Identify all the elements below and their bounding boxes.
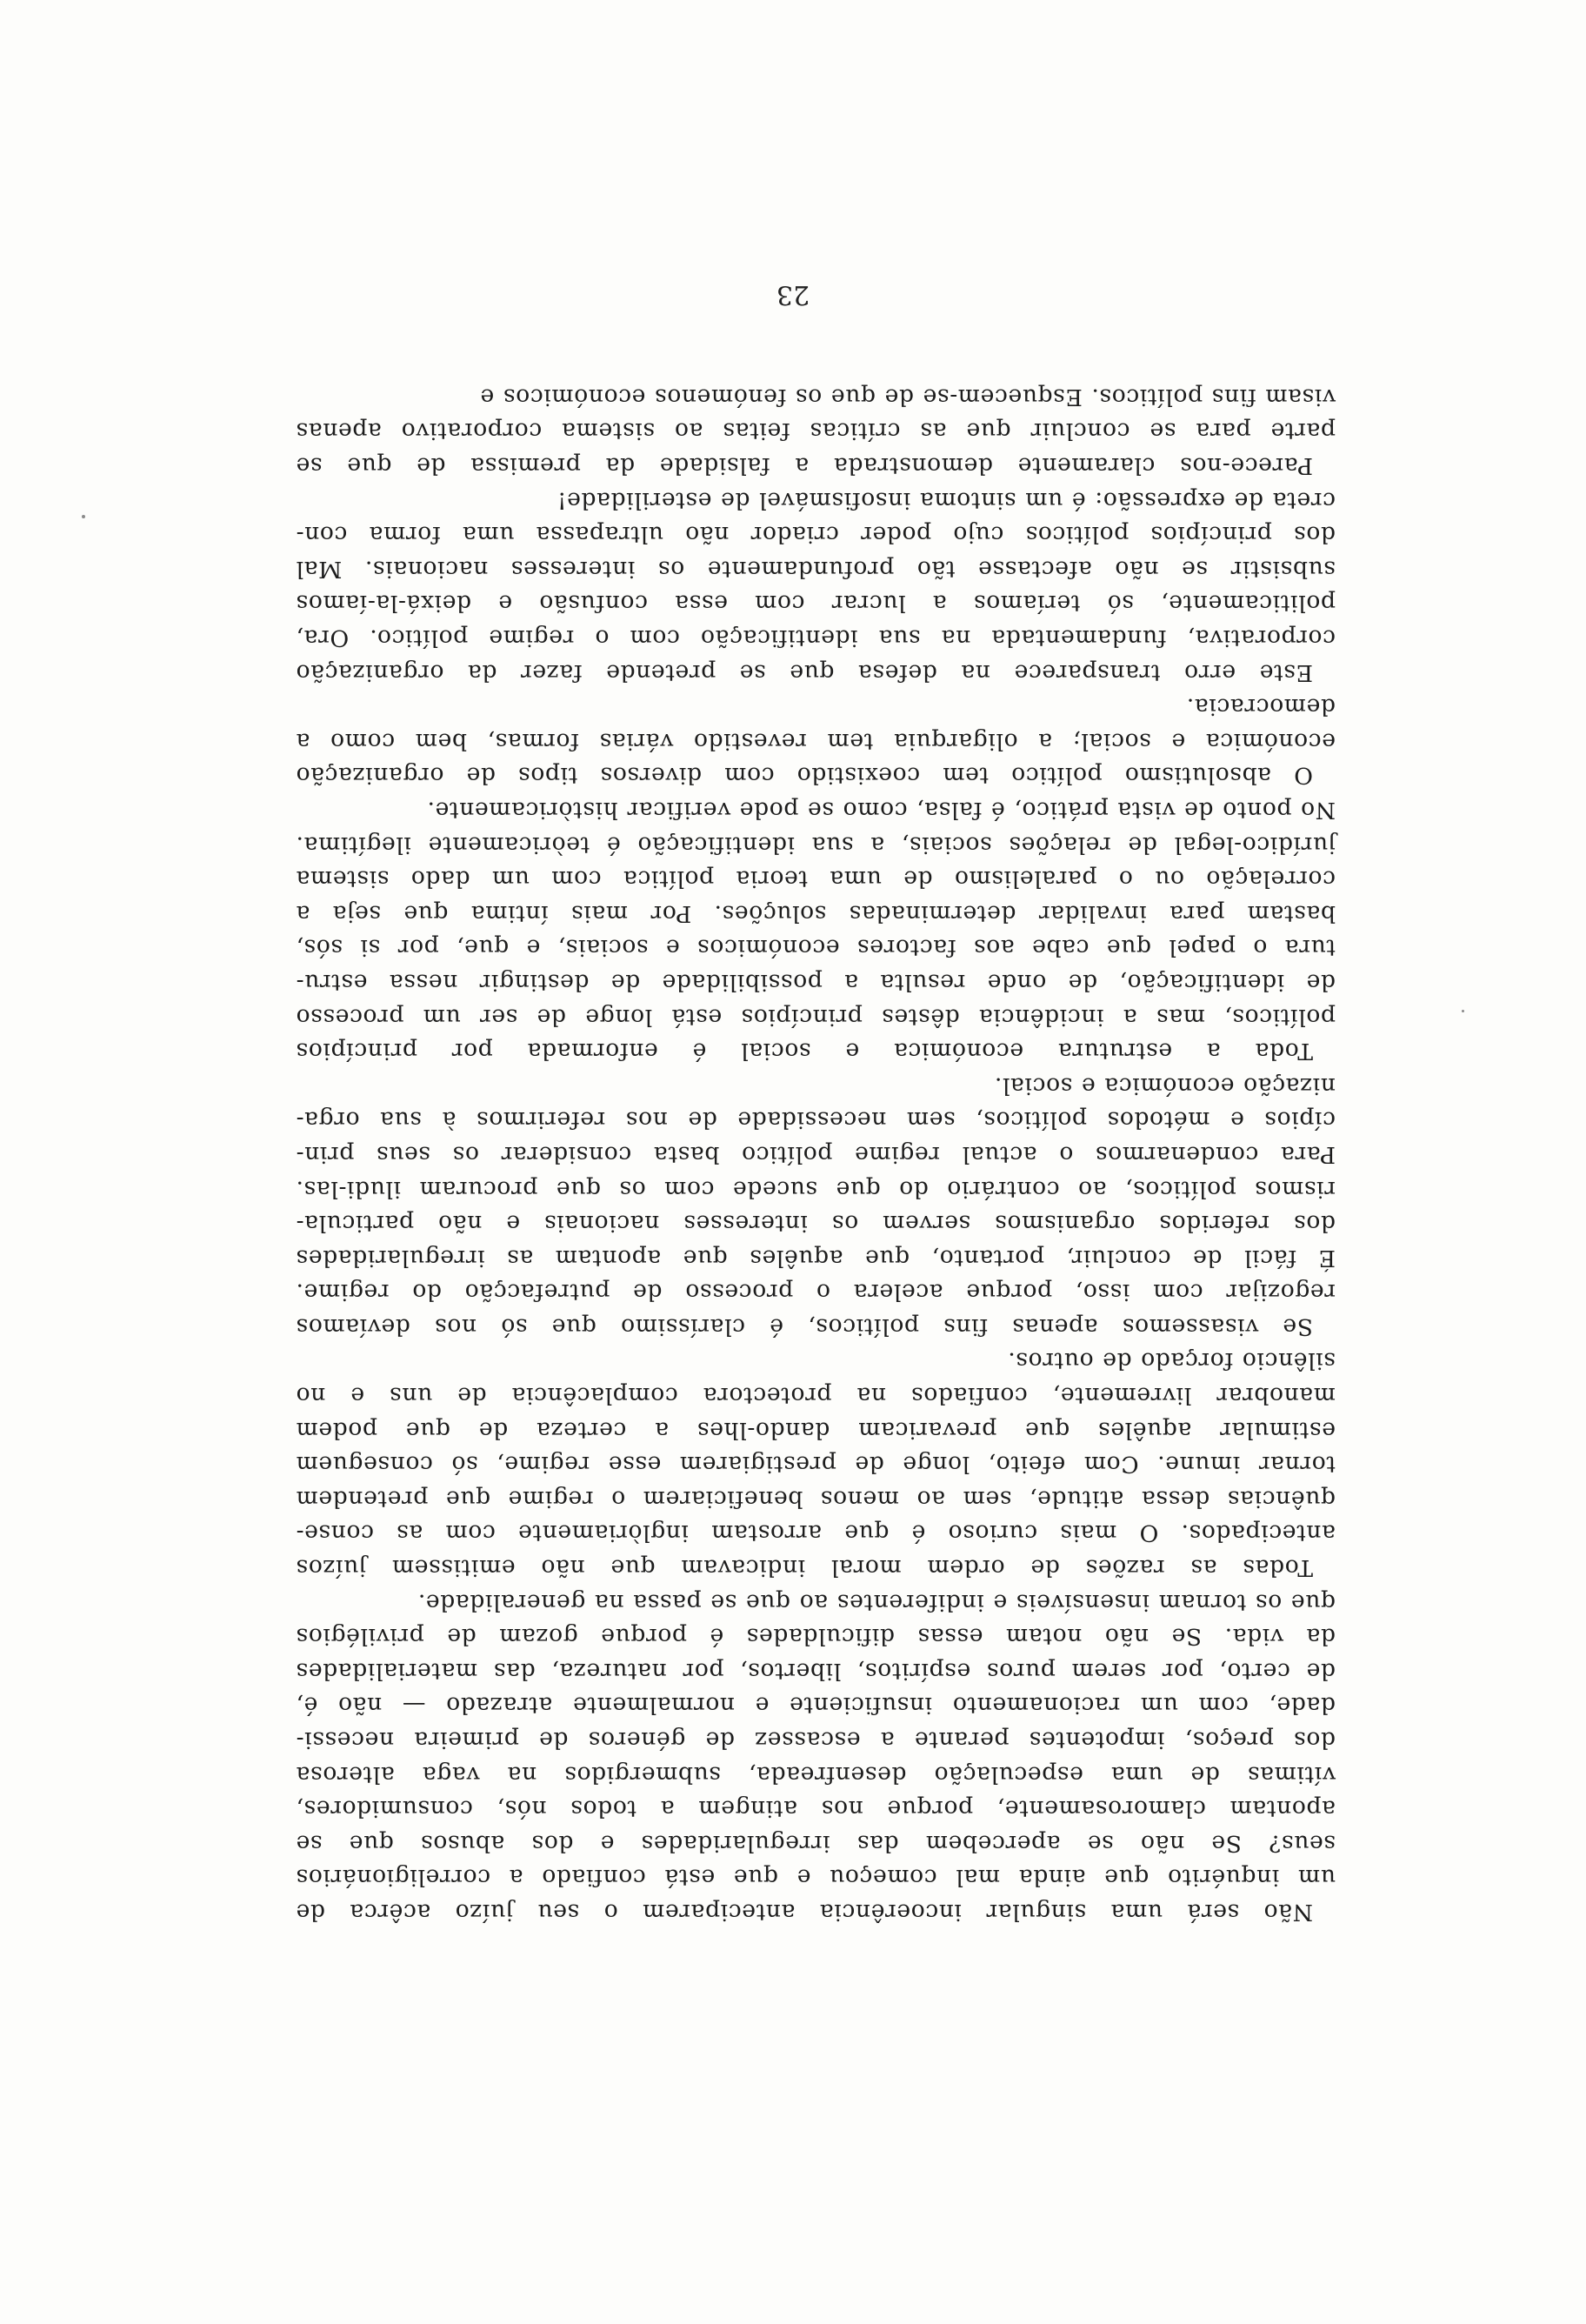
text-line: silêncio forçado de outros. bbox=[1007, 1347, 1336, 1375]
text-line: É fácil de concluir, portanto, que aquêles que apontam as irregularidades bbox=[296, 1244, 1336, 1272]
paragraph bbox=[296, 1068, 1336, 1344]
text-line: um inquérito que ainda mal começou e que está confiado a correligionários bbox=[296, 1864, 1336, 1892]
text-line: vítimas de uma especulação desenfreada, submergidos na vaga alterosa bbox=[296, 1760, 1336, 1788]
paragraph bbox=[296, 1585, 1336, 1929]
text-line: tornar imune. Com efeito, longe de prestigiarem esse regime, só conseguem bbox=[296, 1451, 1336, 1479]
text-line: correlação ou o paralelismo de uma teoria política com um dado sistema bbox=[296, 865, 1336, 893]
scan-speck bbox=[1462, 1010, 1464, 1012]
text-line: Não será uma singular incoerência anteciparem o seu juízo acêrca de bbox=[296, 1899, 1313, 1926]
text-line: estimular aquêles que prevaricam dando-lhes a certeza de que podem bbox=[296, 1416, 1336, 1444]
text-line: bastam para invalidar determinadas soluções. Por mais íntima que seja a bbox=[296, 899, 1336, 927]
text-line: corporativa, fundamentada na sua identificação com o regime político. Ora, bbox=[296, 624, 1336, 652]
text-line: democracia. bbox=[1186, 693, 1336, 721]
text-line: Todas as razões de ordem moral indicavam que não emitissem juízos bbox=[296, 1554, 1313, 1582]
text-line: Este erro transparece na defesa que se pretende fazer da organização bbox=[296, 658, 1313, 686]
text-line: Toda a estrutura económica e social é enformada por princípios bbox=[296, 1038, 1313, 1065]
text-line: visam fins políticos. Esquecem-se de que os fenómenos económicos e bbox=[479, 383, 1336, 411]
text-line: de certo, por serem puros espíritos, libertos, por natureza, das materialidades bbox=[296, 1657, 1336, 1685]
text-line: cípios e métodos políticos, sem necessidade de nos referirmos à sua orga- bbox=[296, 1106, 1336, 1134]
paragraph bbox=[296, 690, 1336, 793]
text-line: tura o papel que cabe aos factores económicos e sociais, e que, por si sós, bbox=[296, 934, 1336, 962]
text-line: O absolutismo político tem coexistido com diversos tipos de organização bbox=[296, 762, 1313, 790]
text-line: que os tornam insensíveis e indiferentes ao que se passa na generalidade. bbox=[417, 1588, 1336, 1616]
text-line: parte para se concluir que as críticas feitas ao sistema corporativo apenas bbox=[296, 417, 1336, 445]
text-line: económica e social; a oligarquia tem revestido várias formas, bem como a bbox=[296, 727, 1336, 755]
text-line: da vida. Se não notam essas dificuldades é porque gozam de privilégios bbox=[296, 1623, 1336, 1651]
paragraph bbox=[296, 379, 1336, 483]
text-line: manobrar livremente, confiados na protectora complacência de uns e no bbox=[296, 1382, 1336, 1410]
text-line: politicamente, só teríamos a lucrar com essa confusão e deixá-la-íamos bbox=[296, 590, 1336, 618]
text-line: jurídico-legal de relações sociais, a sua identificação é teòricamente ilegítima. bbox=[296, 831, 1336, 858]
text-line: Se visassemos apenas fins políticos, é claríssimo que só nos devíamos bbox=[296, 1312, 1313, 1340]
text-line: No ponto de vista prático, é falsa, como se pode verificar històricamente. bbox=[426, 797, 1336, 824]
text-line: regozijar com isso, porque acelera o processo de putrefacção do regime. bbox=[296, 1279, 1336, 1306]
body-text bbox=[296, 379, 1336, 1929]
text-line: antecipados. O mais curioso é que arrostam inglòriamente com as conse- bbox=[296, 1519, 1336, 1547]
text-line: dos princípios políticos cujo poder criador não ultrapassa uma forma con- bbox=[296, 521, 1336, 549]
text-line: nização económica e social. bbox=[994, 1072, 1336, 1099]
text-line: políticos, mas a incidência dêstes princípios está longe de ser um processo bbox=[296, 1003, 1336, 1031]
text-line: Parece-nos claramente demonstrada a falsidade da premissa de que se bbox=[296, 452, 1313, 480]
paragraph bbox=[296, 483, 1336, 690]
text-line: quências dessa atitude, sem ao menos beneficiarem o regime que pretendem bbox=[296, 1485, 1336, 1513]
scan-speck bbox=[82, 515, 85, 518]
paragraph bbox=[296, 1344, 1336, 1585]
text-line: dos preços, impotentes perante a escassez de géneros de primeira necessi- bbox=[296, 1726, 1336, 1754]
text-line: creta de expressão: é um sintoma insofismável de esterilidade! bbox=[556, 486, 1336, 514]
text-line: dade, com um racionamento insuficiente e normalmente atrazado — não é, bbox=[296, 1692, 1336, 1720]
text-line: dos referidos organismos servem os interesses nacionais e não particula- bbox=[296, 1210, 1336, 1238]
page-number: 23 bbox=[776, 279, 810, 310]
text-line: subsistir se não afectasse tão profundamente os interesses nacionais. Mal bbox=[296, 555, 1336, 583]
text-line: seus? Se não se apercebem das irregularidades e dos abusos que se bbox=[296, 1829, 1336, 1857]
text-line: Para condenarmos o actual regime político basta considerar os seus prin- bbox=[296, 1140, 1336, 1168]
text-line: apontam clamorosamente, porque nos atingem a todos nós, consumidores, bbox=[296, 1795, 1336, 1823]
paragraph bbox=[296, 792, 1336, 1068]
text-line: rismos políticos, ao contrário do que sucede com os que procuram iludi-las. bbox=[296, 1175, 1336, 1203]
text-line: de identificação, de onde resulta a possibilidade de destingir nessa estru- bbox=[296, 968, 1336, 996]
